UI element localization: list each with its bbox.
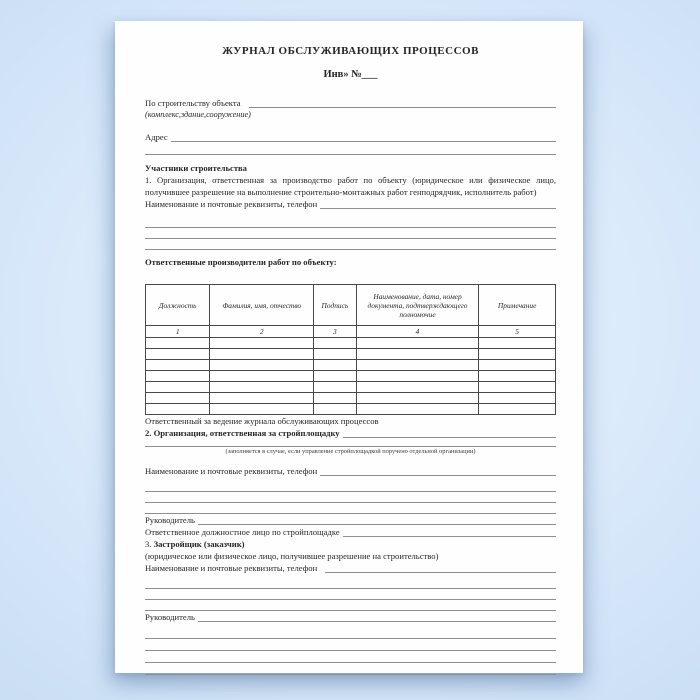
- table-number-row: [146, 326, 556, 338]
- table-empty-cell: [356, 371, 479, 382]
- table-empty-cell: [314, 382, 357, 393]
- table-header-cell: Должность: [146, 285, 210, 326]
- table-empty-cell: [314, 349, 357, 360]
- fill-line: [320, 199, 556, 209]
- requisites-field-3: [145, 562, 556, 574]
- table-empty-cell: [146, 404, 210, 415]
- table-empty-row: [146, 360, 556, 371]
- clause1-text: 1. Организация, ответственная за производство работ по объекту (юридическое или физическое лицо, получившее разрешение на выполнение строительно-монтажных работ генподрядчик, исполнитель работ): [145, 175, 556, 197]
- table-number-cell: 5: [479, 326, 556, 338]
- table-empty-cell: [356, 393, 479, 404]
- fill-line: [145, 143, 556, 155]
- table-empty-cell: [146, 382, 210, 393]
- requisites-field-2: [145, 465, 556, 477]
- table-empty-cell: [210, 349, 314, 360]
- table-empty-cell: [146, 393, 210, 404]
- table-empty-cell: [479, 360, 556, 371]
- table-number-cell: 3: [314, 326, 357, 338]
- table-empty-cell: [479, 404, 556, 415]
- table-empty-cell: [479, 382, 556, 393]
- table-header-cell: Подпись: [314, 285, 357, 326]
- construction-object-label: По строительству объекта: [145, 98, 241, 108]
- table-empty-cell: [146, 360, 210, 371]
- blank-lines-group: [145, 578, 556, 611]
- section2-note: (заполняется в случае, если управление стройплощадкой поручено отдельной организации): [225, 448, 476, 455]
- section3-number: 3.: [145, 539, 154, 549]
- document-page: [115, 21, 583, 673]
- fill-line: [145, 492, 556, 503]
- table-header-cell: Фамилия, имя, отчество: [210, 285, 314, 326]
- fill-line: [198, 515, 556, 525]
- fill-line: [320, 466, 556, 476]
- table-number-cell: 4: [356, 326, 479, 338]
- table-number-cell: 1: [146, 326, 210, 338]
- construction-object-hint: (комплекс,здание,сооружение): [145, 110, 251, 119]
- table-empty-cell: [210, 393, 314, 404]
- fill-line: [343, 428, 556, 438]
- fill-line: [145, 589, 556, 600]
- inventory-number: Инв» №___: [323, 69, 378, 80]
- section2-field: [145, 427, 556, 439]
- table-empty-cell: [210, 371, 314, 382]
- table-empty-row: [146, 393, 556, 404]
- table-empty-row: [146, 338, 556, 349]
- table-empty-cell: [356, 360, 479, 371]
- head-field-1: [145, 514, 556, 526]
- table-header-cell: Примечание: [479, 285, 556, 326]
- table-empty-cell: [146, 338, 210, 349]
- head-field-2: [145, 611, 556, 623]
- requisites-field-1: [145, 198, 556, 210]
- blank-lines-group: [145, 217, 556, 250]
- table-empty-cell: [314, 360, 357, 371]
- fill-line: [171, 132, 556, 142]
- table-empty-row: [146, 349, 556, 360]
- site-official-label: Ответственное должностное лицо по стройплощадке: [145, 527, 340, 537]
- table-empty-cell: [314, 371, 357, 382]
- fill-line: [145, 651, 556, 663]
- table-empty-row: [146, 404, 556, 415]
- table-empty-cell: [146, 371, 210, 382]
- table-empty-cell: [356, 404, 479, 415]
- producers-table: [145, 284, 556, 415]
- fill-line: [145, 600, 556, 611]
- table-empty-cell: [356, 382, 479, 393]
- table-empty-cell: [314, 338, 357, 349]
- table-header-row: [146, 285, 556, 326]
- producers-heading: Ответственные производители работ по объекту:: [145, 257, 337, 267]
- fill-line: [145, 228, 556, 239]
- fill-line: [145, 663, 556, 675]
- section3-hint: (юридическое или физическое лицо, получившее разрешение на строительство): [145, 551, 439, 561]
- section3-heading: [145, 538, 556, 550]
- table-empty-cell: [479, 393, 556, 404]
- fill-line: [145, 481, 556, 492]
- table-empty-row: [146, 382, 556, 393]
- table-empty-cell: [210, 360, 314, 371]
- table-empty-cell: [210, 338, 314, 349]
- fill-line: [145, 439, 556, 447]
- table-number-cell: 2: [210, 326, 314, 338]
- table-empty-cell: [479, 371, 556, 382]
- table-empty-cell: [479, 349, 556, 360]
- fill-line: [145, 578, 556, 589]
- head-label: Руководитель: [145, 515, 195, 525]
- fill-line: [325, 563, 556, 573]
- participants-heading: Участники строительства: [145, 163, 247, 173]
- blank-lines-group: [145, 627, 556, 675]
- table-empty-cell: [210, 404, 314, 415]
- fill-line: [249, 98, 556, 108]
- blank-lines-group: [145, 481, 556, 514]
- fill-line: [145, 239, 556, 250]
- fill-line: [145, 503, 556, 514]
- table-empty-cell: [356, 338, 479, 349]
- table-header-cell: Наименование, дата, номер документа, подтверждающего полномочие: [356, 285, 479, 326]
- requisites-label: Наименование и почтовые реквизиты, телефон: [145, 563, 318, 573]
- table-empty-cell: [314, 404, 357, 415]
- fill-line: [145, 627, 556, 639]
- head-label: Руководитель: [145, 612, 195, 622]
- requisites-label: Наименование и почтовые реквизиты, телефон: [145, 466, 318, 476]
- fill-line: [145, 217, 556, 228]
- construction-object-field: [145, 97, 556, 109]
- producers-table-body: [146, 285, 556, 415]
- table-empty-cell: [146, 349, 210, 360]
- document-title: ЖУРНАЛ ОБСЛУЖИВАЮЩИХ ПРОЦЕССОВ: [222, 45, 479, 57]
- table-empty-cell: [210, 382, 314, 393]
- table-empty-row: [146, 371, 556, 382]
- fill-line: [198, 612, 556, 622]
- table-empty-cell: [314, 393, 357, 404]
- site-official-field: [145, 526, 556, 538]
- section2-label: 2. Организация, ответственная за стройплощадку: [145, 428, 340, 438]
- address-label: Адрес: [145, 132, 168, 142]
- section3-label: Застройщик (заказчик): [153, 539, 245, 549]
- address-field: [145, 131, 556, 143]
- table-empty-cell: [479, 338, 556, 349]
- requisites-label: Наименование и почтовые реквизиты, телефон: [145, 199, 318, 209]
- journal-keeper-label: Ответственный за ведение журнала обслуживающих процессов: [145, 416, 379, 426]
- fill-line: [145, 639, 556, 651]
- fill-line: [343, 527, 556, 537]
- table-empty-cell: [356, 349, 479, 360]
- document-content: [115, 21, 583, 673]
